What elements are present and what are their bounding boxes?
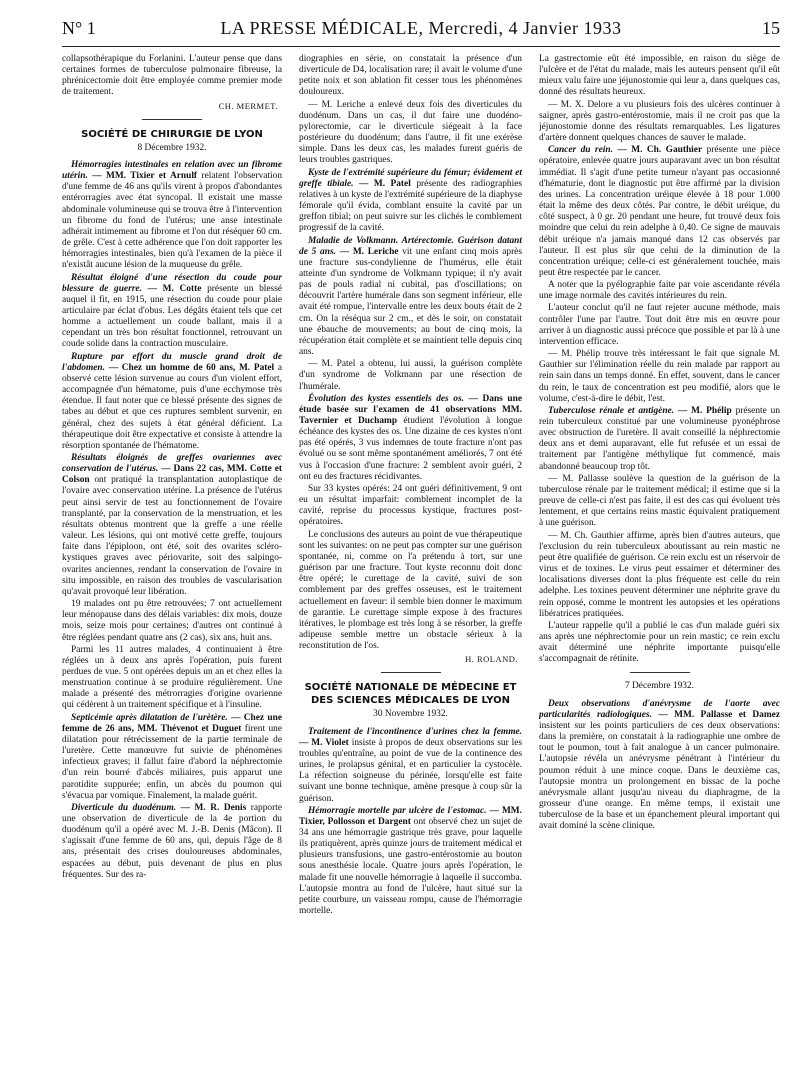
society-heading: SOCIÉTÉ NATIONALE DE MÉDECINE ET DES SCIENCES MÉDICALES DE LYON — [304, 682, 517, 707]
column-1 — [62, 54, 282, 1074]
article-text: présente un blessé auquel il fit, en 1915, une résection du coude pour plaie articulaire par éclat d'obus. Les dégâts étaient tels que cet homme a actuellement un coude ballant, mais il a cependant un très bon résultat fonctionnel, retrouvant un coude solide dans la contraction musculaire. — [62, 283, 282, 350]
article — [62, 160, 282, 272]
article — [299, 727, 522, 805]
article — [299, 236, 522, 359]
article — [62, 453, 282, 598]
page-number: 15 — [762, 18, 780, 38]
article-title: Diverticule du duodénum. — [71, 802, 177, 813]
article-authors: — MM. Tixier, Pollosson et Dargent — [299, 805, 522, 827]
article-authors: — Dans une étude basée sur l'examen de 41 observations MM. Tavernier et Duchamp — [299, 393, 522, 426]
article-authors: — MM. Tixier et Arnulf — [92, 171, 198, 182]
article-text: ont observé chez un sujet de 34 ans une hémorragie gastrique très grave, pour laquelle ils pratiquèrent, après quinze jours de traitement médical et plusieurs transfusions, une gastro-entérostomie au bouton sous anesthésie locale. Quatre jours après l'opération, le malade fit une nouvelle hémorragie à laquelle il succomba. L'autopsie montra au fond de l'ulcère, haut situé sur la petite courbure, un vaisseau rompu, cause de l'hémorragie mortelle. — [299, 816, 522, 917]
paragraph: diographies en série, on constatait la présence d'un diverticule de D4, localisation rare; il avait le volume d'une petite noix et son ablation fit cesser tous les phénomènes douloureux. — [299, 54, 522, 98]
article — [62, 803, 282, 881]
article-authors: — M. Ch. Gauthier — [617, 145, 703, 156]
society-heading: SOCIÉTÉ DE CHIRURGIE DE LYON — [81, 128, 263, 140]
article-text: a observé cette lésion survenue au cours d'un violent effort, accompagnée d'un hématome, puis d'une ecchymose très étendue. Il faut noter que ce blessé présente des signes de tabes au début et que ces ruptures semblent survenir, en général, chez des sujets à état général déficient. La thérapeutique doit être expectative et consiste à attendre la résorption spontanée de l'hématome. — [62, 362, 282, 451]
paragraph: A noter que la pyélographie faite par voie ascendante révéla une image normale des cavités intérieures du rein. — [539, 280, 780, 302]
paragraph: — M. Phélip trouve très intéressant le fait que signale M. Gauthier sur l'élimination réelle du rein malade par rapport au rein sain dans un temps donné. En effet, souvent, dans le cancer du rein, le taux de concentration est peu modifié, alors que le volume, c'est-à-dire le débit, l'est. — [539, 349, 780, 404]
page-header — [62, 14, 780, 47]
article-authors: — Chez une femme de 26 ans, MM. Thévenot et Duguet — [62, 712, 282, 734]
article-text: présente une pièce opératoire, enlevée quatre jours auparavant avec un bon résultat immédiat. Il s'agit d'une petite tumeur n'ayant pas occasionné d'hématurie, dont le diagnostic put être affirmé par la division des urines. La concentration uréique élevée à 18 pour 1.000 était la même des deux côtés. Par contre, le débit uréique, du côté suspect, à 0 gr. 20 pendant une heure, fut trouvé deux fois moindre que celui du rein adelphe à 0,40. Ce signe de mauvais débit uréique n'a jamais manqué dans 12 cas observés par l'auteur. Il est plus sûr que celui de la diminution de la concentration uréique; celle-ci est généralement touchée, mais peut être respectée par le cancer. — [539, 145, 780, 278]
article-title: Septicémie après dilatation de l'urètère. — [71, 712, 228, 723]
session-date: 30 Novembre 1932. — [373, 709, 448, 720]
article — [299, 168, 522, 235]
divider — [381, 672, 441, 673]
article-title: Hémorragies intestinales en relation avec un fibrome utérin. — [62, 159, 282, 182]
paragraph: — M. X. Delore a vu plusieurs fois des ulcères continuer à saigner, après gastro-entérostomie, mais il ne croit pas que la jéjunostomie donne des résultats remarquables. Les ligatures d'artère donnent quelques chances de sauver le malade. — [539, 99, 780, 144]
issue-number: N° 1 — [62, 18, 96, 38]
paragraph: — M. Patel a obtenu, lui aussi, la guérison complète d'un syndrome de Volkmann par une résection de l'humérale. — [299, 359, 522, 392]
article-text: présente un rein tuberculeux constitué par une volumineuse pyonéphrose avec obstruction de l'uretère. Il avait conseillé la néphrectomie deux ans et demi auparavant, elle fut refusée et un essai de traitement par l'antigène méthylique fut commencé, mais abandonné beaucoup trop tôt. — [539, 405, 780, 472]
article — [539, 145, 780, 279]
paragraph: collapsothérapique du Forlanini. L'auteur pense que dans certaines formes de tuberculose pulmonaire fibreuse, la phrénicectomie doit être employée comme premier mode de traitement. — [62, 54, 282, 98]
paragraph: La gastrectomie eût été impossible, en raison du siège de l'ulcère et de l'état du malade, mais les auteurs pensent qu'il eût mieux valu faire une jéjunostomie qui leur a, dans quelques cas, donné des résultats heureux. — [539, 54, 780, 98]
session-date: 7 Décembre 1932. — [625, 681, 694, 692]
article-title: Évolution des kystes essentiels des os. — [308, 393, 464, 404]
paragraph: — M. Pallasse soulève la question de la guérison de la tuberculose rénale par le traitement médical; il estime que si la preuve de celle-ci n'est pas faite, il est des cas qui évoluent très lentement, et que certains reins mastic équivalent pratiquement à une guérison. — [539, 473, 780, 529]
article-authors: — Dans 22 cas, MM. Cotte et Colson — [62, 464, 282, 486]
divider — [630, 672, 690, 673]
article-authors: — M. Violet — [299, 737, 349, 748]
article-title: Tuberculose rénale et antigène. — [548, 405, 675, 416]
article-authors: — M. R. Denis — [180, 802, 247, 813]
paragraph: — M. Leriche a enlevé deux fois des diverticules du duodénum. Dans un cas, il dut faire une duodéno-pylorectomie, car le diverticule siégeait à la face postérieure du duodénum; dans l'autre, il fit une exérèse simple. Dans les deux cas, les malades furent guéris de leurs troubles gastriques. — [299, 99, 522, 166]
article-text: vit une enfant cinq mois après une fracture sus-condylienne de l'humérus, elle était atteinte d'un syndrome de Volkmann typique; il n'y avait pas de pouls radial ni cubital, pas d'oscillations; on découvrit l'artère humérale dans son segment inférieur, elle avait été rompue, l'intervalle entre les deux bouts était de 2 cm. On la réséqua sur 2 cm., et dès le soir, on constatait une ébauche de mouvements; au bout de cinq mois, la récupération était complète et se maintient telle depuis cinq ans. — [299, 246, 522, 358]
article-authors: — M. Leriche — [339, 246, 399, 257]
column-3 — [539, 54, 780, 1074]
article-title: Résultats éloignés de greffes ovariennes avec conservation de l'utérus. — [62, 453, 282, 475]
article-text: insiste à propos de deux observations sur les troubles qu'entraîne, au point de vue de la continence des urines, le prolapsus génital, et en particulier la cystocèle. La réfection soigneuse du périnée, lorsqu'elle est faite suivant une bonne technique, amène presque à coup sûr la guérison. — [299, 737, 522, 804]
divider — [142, 119, 202, 120]
article-authors: — M. Patel — [359, 178, 411, 189]
article-authors: — M. Phélip — [677, 405, 732, 416]
article-authors: — Chez un homme de 60 ans, M. Patel — [108, 362, 275, 373]
paragraph: L'auteur rappelle qu'il a publié le cas d'un malade guéri six ans après une néphrectomie pour un rein mastic; ce rein exclu avait déterminé une néphrite importante puisqu'elle s'accompagnait de rétinite. — [539, 620, 780, 665]
article-title: Traitement de l'incontinence d'urines chez la femme. — [308, 726, 522, 737]
article — [62, 273, 282, 351]
article-text: insistent sur les points particuliers de ces deux observations: dans la première, on constatait à la radiographie une ombre de tout le poumon, tout à fait analogue à un cancer pulmonaire. L'autopsie révéla un anévrysme pénétrant à l'intérieur du poumon réduit à une mince coque. Dans le deuxième cas, l'autopsie montra un prolongement en bissac de la poche anévrysmale allant jusqu'au niveau du diaphragme, de la grosseur d'une orange. En même temps, il existait une tuberculose de la base et un épanchement pleural important qui avait dominé la scène clinique. — [539, 720, 780, 832]
article — [62, 352, 282, 452]
paragraph: 19 malades ont pu être retrouvées; 7 ont actuellement leur ménopause dans des délais variables: dix mois, douze mois, seize mois pour certaines; d'autres ont continué à être réglées pendant quatre ans (2 cas), six ans, huit ans. — [62, 599, 282, 643]
paragraph: Sur 33 kystes opérés: 24 ont guéri définitivement, 9 ont eu un résultat imparfait: comblement incomplet de la cavité, reprise du processus kystique, fractures post-opératoires. — [299, 483, 522, 528]
article-title: Hémorragie mortelle par ulcère de l'estomac. — [308, 805, 487, 816]
article-title: Kyste de l'extrémité supérieure du fémur; évidement et greffe tibiale. — [299, 167, 522, 189]
article-title: Rupture par effort du muscle grand droit de l'abdomen. — [62, 351, 282, 373]
article-title: Cancer du rein. — [548, 145, 613, 156]
article-text: ont pratiqué la transplantation autoplastique de l'ovaire avec conservation utérine. La présence de l'utérus peut ainsi servir de test au fonctionnement de l'ovaire transplanté, par la conservation de la menstruation, et les résultats obtenus montrent que la greffe a une réelle valeur. Les lésions, qui ont motivé cette greffe, toujours faite dans l'épiploon, ont été, soit des ovarites scléro-kystiques graves avec périovarite, soit des salpingo-ovarites anciennes, rendant la conservation de l'ovaire in situ impossible, en raison des troubles de vascularisation qu'avait provoqué leur libération. — [62, 475, 282, 597]
paragraph: — M. Ch. Gauthier affirme, après bien d'autres auteurs, que l'exclusion du rein tuberculeux aboutissant au rein mastic ne peut être qualifiée de guérison. Ce rein exclu est un réservoir de virus et de toxines. Le virus peut essaimer et déterminer des localisations diverses dont la plus fréquente est celle du rein adelphe. Les toxines peuvent déterminer une néphrite grave du rein opposé, comme le montrent les autopsies et les opérations libératrices pratiquées. — [539, 530, 780, 619]
article-text: présente des radiographies relatives à un kyste de l'extrémité supérieure de la diaphyse fémorale qu'il évida, comblant ensuite la cavité par un greffon tibial; on peut suivre sur les clichés le comblement progressif de la cavité. — [299, 178, 522, 234]
article — [299, 806, 522, 918]
article-title: Maladie de Volkmann. Artérectomie. Guérison datant de 5 ans. — [299, 235, 522, 257]
article — [299, 394, 522, 483]
column-2 — [299, 54, 522, 1074]
session-date: 8 Décembre 1932. — [137, 142, 207, 153]
article-title: Deux observations d'anévrysme de l'aorte avec particularités radiologiques. — [539, 698, 780, 720]
article-authors: — M. Cotte — [147, 283, 202, 294]
article-authors: — MM. Pallasse et Damez — [658, 709, 780, 720]
article-text: relatent l'observation d'une femme de 46 ans qu'ils virent à propos d'abondantes entérorragies avec état syncopal. Il existait une masse abdominale volumineuse qui se trouva être à l'intervention un fibrome du fond de l'utérus; une anse intestinale adhérait intimement au fibrome et l'on dut réséquer 60 cm. de grêle. C'est à cette adhérence que l'on doit rapporter les hémorragies intestinales, bien qu'à l'examen de la pièce il n'existât aucune lésion de la muqueuse du grêle. — [62, 171, 282, 271]
journal-title: LA PRESSE MÉDICALE, Mercredi, 4 Janvier 1933 — [220, 18, 622, 38]
article-text: rapporte une observation de diverticule de la 4e portion du duodénum qu'il a opéré avec M. J.-B. Denis (Mâcon). Il s'agissait d'une femme de 60 ans, qui, depuis l'âge de 8 ans, présentait des crises douloureuses abdominales, espacées au début, puis devenant de plus en plus fréquentes. Sur des ra- — [62, 802, 282, 880]
signature: H. ROLAND. — [465, 654, 518, 665]
paragraph: Parmi les 11 autres malades, 4 continuaient à être réglées un à deux ans après l'opération, puis furent perdues de vue. 5 ont opérées depuis un an et chez elles la menstruation continue à se produire régulièrement. Une malade a présenté des métrorragies d'origine ovarienne qui cédèrent à un traitement spécifique et à l'insuline. — [62, 644, 282, 711]
article — [539, 699, 780, 833]
signature: CH. MERMET. — [218, 100, 278, 111]
article — [539, 406, 780, 473]
article — [62, 713, 282, 802]
newspaper-page — [62, 14, 780, 1074]
article-text: étudient l'évolution à longue échéance des kystes des os. Une dizaine de ces kystes n'ont pas été opérés, 3 vus indemnes de toute fracture n'ont pas évolué ou se sont même spontanément améliorés, 7 ont été vus à l'occasion d'une fracture: 2 semblent avoir guéri, 2 ont eu des fractures récidivantes. — [299, 416, 522, 482]
paragraph: L'auteur conclut qu'il ne faut rejeter aucune méthode, mais contrôler l'une par l'autre. Tout doit être mis en œuvre pour arriver à un diagnostic aussi précoce que possible et par là à une intervention efficace. — [539, 303, 780, 347]
paragraph: Le conclusions des auteurs au point de vue thérapeutique sont les suivantes: on ne peut pas compter sur une guérison spontanée, ni, comme on l'a prétendu à tort, sur une guérison par une fracture. Tout kyste reconnu doit donc être opéré; le curettage de la cavité, suivi de son comblement par des greffes osseuses, est le traitement actuellement en faveur: il semble bien donner le maximum de garantie. Le curettage simple expose à des fractures itératives, le plombage est très long à se résorber, la greffe adipeuse semble mettre un obstacle sérieux à la reconstitution de l'os. — [299, 529, 522, 652]
article-title: Résultat éloigné d'une résection du coude pour blessure de guerre. — [62, 272, 282, 294]
article-text: firent une dilatation pour rétrécissement de la partie terminale de l'uretère. Cette manœuvre fut suivie de phénomènes infectieux graves; il fallut faire d'abord la néphrectomie d'un rein bourré d'abcès miliaires, puis apparut une parotidite suppurée; enfin, un abcès du poumon qui s'évacua par vomique. Finalement, la malade guérit. — [62, 723, 282, 801]
